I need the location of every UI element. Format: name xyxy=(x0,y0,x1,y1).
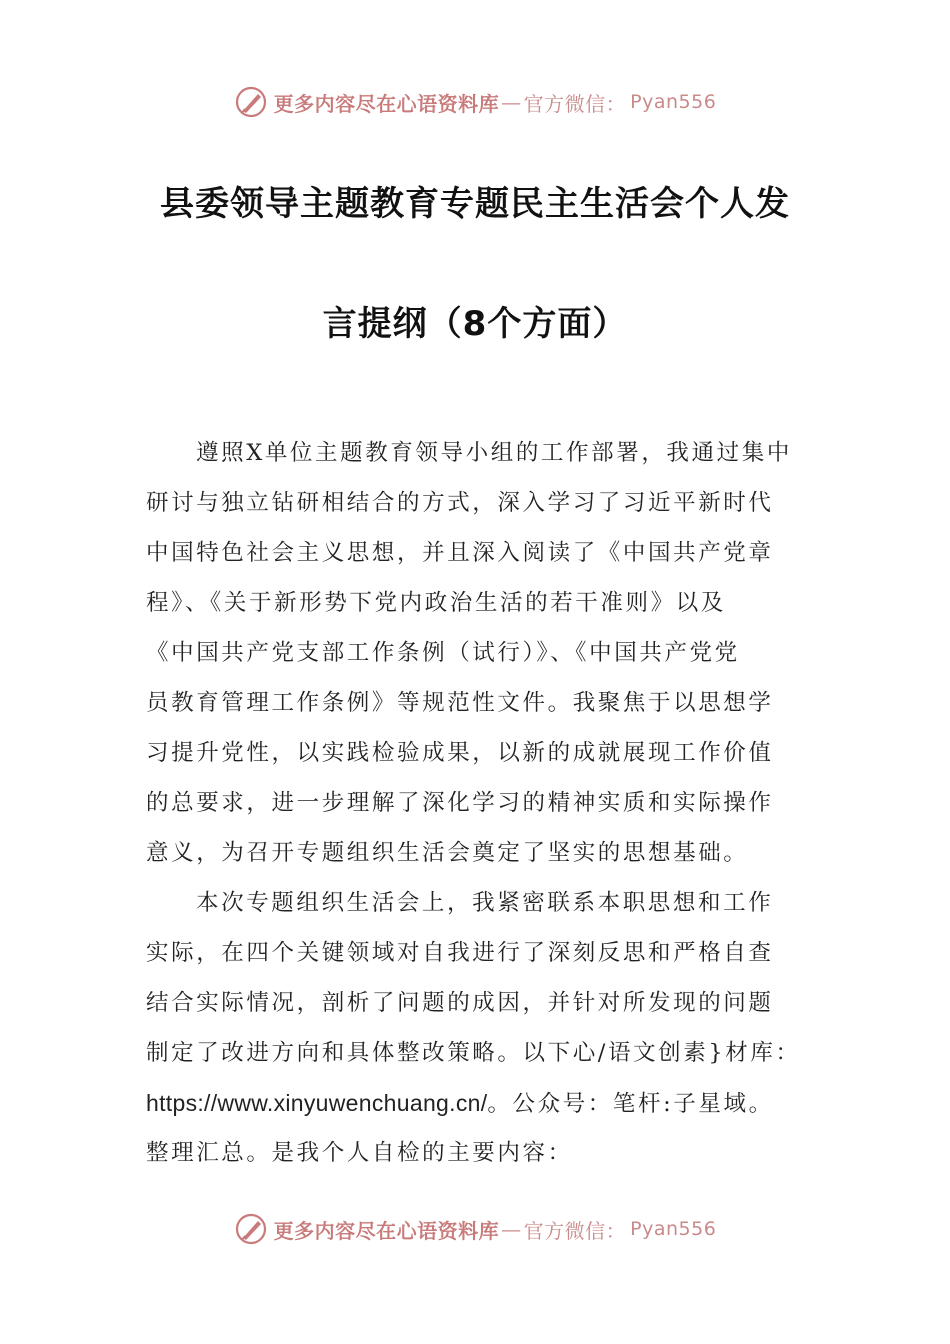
quill-logo-icon xyxy=(234,1212,268,1246)
quill-logo-icon xyxy=(234,85,268,119)
watermark-wechat-label: 官方微信： xyxy=(523,1218,627,1243)
document-title-line-2: 言提纲（8个方面） xyxy=(322,304,628,344)
watermark-text: 更多内容尽在心语资料库 xyxy=(273,1218,500,1243)
watermark-text: 更多内容尽在心语资料库 xyxy=(273,91,500,116)
paragraph-line: 制定了改进方向和具体整改策略。以下心/语文创素}材库： xyxy=(146,1040,801,1066)
url-suffix-text: 。公众号：笔杆:子星域。 xyxy=(487,1091,774,1117)
website-link[interactable]: https://www.xinyuwenchuang.cn/ xyxy=(146,1090,488,1116)
watermark-dash: — xyxy=(501,90,522,114)
paragraph-line: 整理汇总。是我个人自检的主要内容： xyxy=(146,1140,573,1166)
paragraph-line: 中国特色社会主义思想，并且深入阅读了《中国共产党章 xyxy=(146,540,774,566)
paragraph-line: 程》、《关于新形势下党内政治生活的若干准则》以及 xyxy=(146,590,726,616)
paragraph-line: 习提升党性，以实践检验成果，以新的成就展现工作价值 xyxy=(146,740,774,766)
paragraph-line: 员教育管理工作条例》等规范性文件。我聚焦于以思想学 xyxy=(146,690,774,716)
watermark-wechat-id: Pyan556 xyxy=(630,91,717,113)
watermark-wechat-id: Pyan556 xyxy=(630,1218,717,1240)
paragraph-line: 本次专题组织生活会上，我紧密联系本职思想和工作 xyxy=(196,890,774,916)
paragraph-line: 研讨与独立钻研相结合的方式，深入学习了习近平新时代 xyxy=(146,490,774,516)
watermark-wechat-label: 官方微信： xyxy=(523,91,627,116)
paragraph-line: 结合实际情况，剖析了问题的成因，并针对所发现的问题 xyxy=(146,990,774,1016)
watermark-header xyxy=(0,82,950,122)
watermark-footer xyxy=(0,1209,950,1249)
paragraph-1 xyxy=(146,428,808,878)
paragraph-line: 的总要求，进一步理解了深化学习的精神实质和实际操作 xyxy=(146,790,774,816)
paragraph-line: 《中国共产党支部工作条例（试行）》、《中国共产党党 xyxy=(146,640,740,666)
paragraph-2 xyxy=(146,878,808,1178)
watermark-dash: — xyxy=(501,1217,522,1241)
paragraph-line-url xyxy=(146,1078,808,1128)
paragraph-line: 意义，为召开专题组织生活会奠定了坚实的思想基础。 xyxy=(146,840,749,866)
paragraph-line: 遵照X单位主题教育领导小组的工作部署，我通过集中 xyxy=(196,440,792,466)
paragraph-line: 实际，在四个关键领域对自我进行了深刻反思和严格自查 xyxy=(146,940,774,966)
document-title-line-1: 县委领导主题教育专题民主生活会个人发 xyxy=(160,184,790,224)
